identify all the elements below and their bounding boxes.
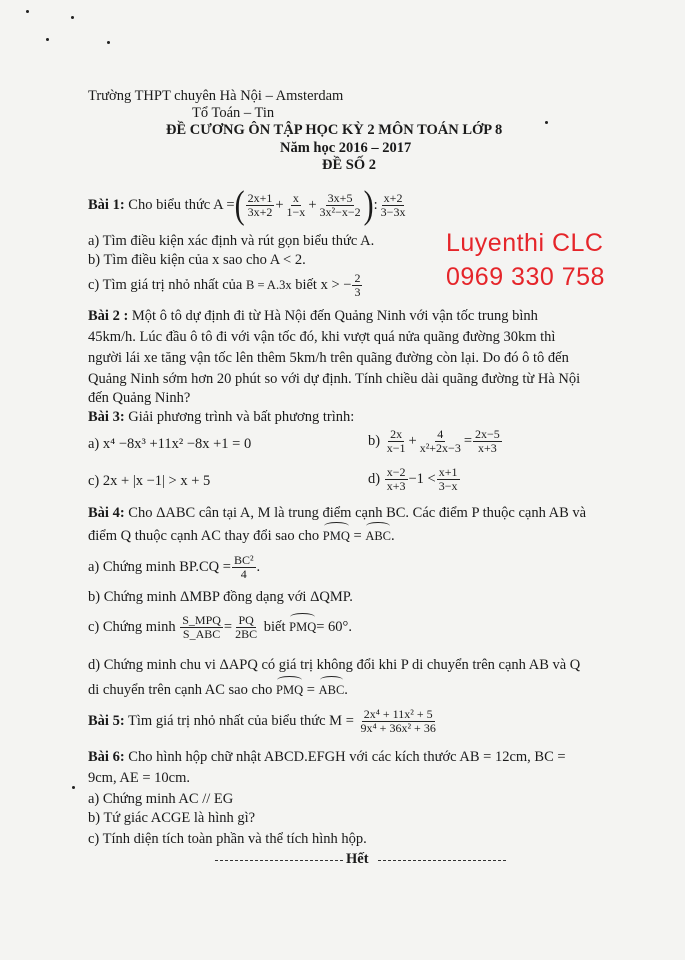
bai5-question: Bài 5: Tìm giá trị nhỏ nhất của biểu thức M = $\frac{\text{2x⁴ + 11x² + 5}}{\text{9x⁴ + 36x² + 36}}$ — [88, 707, 436, 735]
speck — [72, 786, 75, 789]
bai6-label: Bài 6: — [88, 749, 125, 765]
speck — [545, 121, 548, 124]
fraction: $\frac{\text{2x⁴ + 11x² + 5}}{\text{9x⁴ + 36x² + 36}}$ — [360, 707, 436, 735]
watermark-name: Luyenthi CLC — [446, 229, 604, 257]
fraction: $\frac{3x+5}{\text{3x²−x−2}}$ — [319, 191, 361, 219]
watermark-phone: 0969 330 758 — [446, 263, 605, 291]
close-paren: ) — [363, 183, 374, 227]
exam-number: ĐỀ SỐ 2 — [322, 157, 376, 173]
speck — [107, 41, 110, 44]
bai6-line-1: Bài 6: Cho hình hộp chữ nhật ABCD.EFGH với các kích thước AB = 12cm, BC = — [88, 749, 566, 765]
fraction: $\frac{2}{3}$ — [354, 271, 361, 299]
bai2-line-1: Bài 2 : Một ô tô dự định đi từ Hà Nội đến Quảng Ninh với vận tốc trung bình — [88, 308, 538, 324]
fraction: $\frac{x+2}{3-3x}$ — [380, 191, 406, 219]
speck — [71, 16, 74, 19]
bai4-part-a: a) Chứng minh BP.CQ = $\frac{\text{BC²}}{4}$ . — [88, 553, 261, 581]
angle-pmq: PMQ — [322, 529, 350, 543]
bai4-part-c: c) Chứng minh $\frac{\text{S\_MPQ}}{\text{S\_ABC}}$ = $\frac{PQ}{2BC}$ biết PMQ= 60°. — [88, 613, 352, 641]
bai1-label: Bài 1: — [88, 196, 125, 213]
fraction: $\frac{\text{BC²}}{4}$ — [233, 553, 254, 581]
bai4-label: Bài 4: — [88, 505, 125, 521]
bai3-part-a: a) x⁴ −8x³ +11x² −8x +1 = 0 — [88, 436, 252, 452]
bai3-label: Bài 3: — [88, 409, 125, 425]
bai4-part-b: b) Chứng minh ΔMBP đồng dạng với ΔQMP. — [88, 589, 353, 605]
bai4-part-d-2: di chuyển trên cạnh AC sao cho PMQ = ABC. — [88, 682, 348, 698]
fraction: $\frac{x}{1-x}$ — [286, 191, 306, 219]
speck — [46, 38, 49, 41]
angle-pmq: PMQ — [289, 619, 317, 634]
fraction: $\frac{2x}{x-1}$ — [386, 427, 406, 455]
speck — [26, 10, 29, 13]
school-year: Năm học 2016 – 2017 — [280, 140, 412, 156]
bai1-part-a: a) Tìm điều kiện xác định và rút gọn biểu thức A. — [88, 233, 375, 249]
angle-abc: ABC — [365, 529, 392, 543]
divider-left — [215, 860, 343, 861]
bai1-lhs: A = — [213, 196, 235, 213]
angle-pmq: PMQ — [276, 683, 304, 697]
bai2-line-5: đến Quảng Ninh? — [88, 390, 191, 406]
fraction: $\frac{2x+1}{3x+2}$ — [247, 191, 273, 219]
end-mark: Hết — [346, 851, 369, 867]
fraction: $\frac{x+1}{3-x}$ — [438, 465, 458, 493]
bai1-intro: Cho biểu thức — [128, 196, 211, 213]
bai6-line-2: 9cm, AE = 10cm. — [88, 770, 191, 786]
fraction: $\frac{x-2}{x+3}$ — [386, 465, 406, 493]
bai3-part-d: d) $\frac{x-2}{x+3}$ −1 < $\frac{x+1}{3-x}$ — [368, 465, 458, 493]
department: Tổ Toán – Tin — [192, 105, 275, 121]
bai1-part-c: c) Tìm giá trị nhỏ nhất của B = A.3x biết x > − $\frac{2}{3}$ — [88, 271, 361, 299]
divider-right — [378, 860, 506, 861]
bai3-part-c: c) 2x + |x −1| > x + 5 — [88, 473, 211, 489]
open-paren: ( — [234, 183, 245, 227]
bai6-part-b: b) Tứ giác ACGE là hình gì? — [88, 810, 256, 826]
angle-abc: ABC — [318, 683, 345, 697]
bai2-line-2: 45km/h. Lúc đầu ô tô đi với vận tốc đó, khi vượt quá nửa quãng đường 30km thì — [88, 329, 556, 345]
bai6-part-c: c) Tính diện tích toàn phần và thể tích hình hộp. — [88, 831, 367, 847]
bai1-part-b: b) Tìm điều kiện của x sao cho A < 2. — [88, 252, 306, 268]
bai4-line-1: Bài 4: Cho ΔABC cân tại A, M là trung điểm cạnh BC. Các điểm P thuộc cạnh AB và — [88, 505, 587, 521]
bai5-label: Bài 5: — [88, 712, 125, 729]
bai3-part-b: b) $\frac{2x}{x-1}$ + $\frac{4}{\text{x²+2x−3}}$ = $\frac{2x-5}{x+3}$ — [368, 427, 500, 455]
fraction: $\frac{4}{\text{x²+2x−3}}$ — [419, 427, 461, 455]
bai1-question: Bài 1: Cho biểu thức A =( $\frac{2x+1}{3x+2}$ + $\frac{x}{1-x}$ + $\frac{3x+5}{\text{3x²−x−2}}$ ): $\frac{x+2}{3-3x}$ — [88, 183, 406, 227]
doc-title: ĐỀ CƯƠNG ÔN TẬP HỌC KỲ 2 MÔN TOÁN LỚP 8 — [166, 122, 503, 138]
bai2-line-3: người lái xe tăng vận tốc lên thêm 5km/h trên quãng đường còn lại. Do đó ô tô đến — [88, 350, 569, 366]
bai2-line-4: Quảng Ninh sớm hơn 20 phút so với dự định. Tính chiều dài quãng đường từ Hà Nội — [88, 371, 581, 387]
bai6-part-a: a) Chứng minh AC // EG — [88, 791, 234, 807]
bai2-label: Bài 2 : — [88, 308, 129, 324]
fraction: $\frac{\text{S\_MPQ}}{\text{S\_ABC}}$ — [182, 613, 221, 641]
fraction: $\frac{2x-5}{x+3}$ — [475, 427, 500, 455]
bai4-part-d-1: d) Chứng minh chu vi ΔAPQ có giá trị không đổi khi P di chuyển trên cạnh AB và Q — [88, 657, 581, 673]
bai4-line-2: điểm Q thuộc cạnh AC thay đổi sao cho PMQ = ABC. — [88, 528, 395, 544]
school-name: Trường THPT chuyên Hà Nội – Amsterdam — [88, 88, 344, 104]
fraction: $\frac{PQ}{2BC}$ — [235, 613, 258, 641]
bai3-intro: Bài 3: Giải phương trình và bất phương trình: — [88, 409, 355, 425]
